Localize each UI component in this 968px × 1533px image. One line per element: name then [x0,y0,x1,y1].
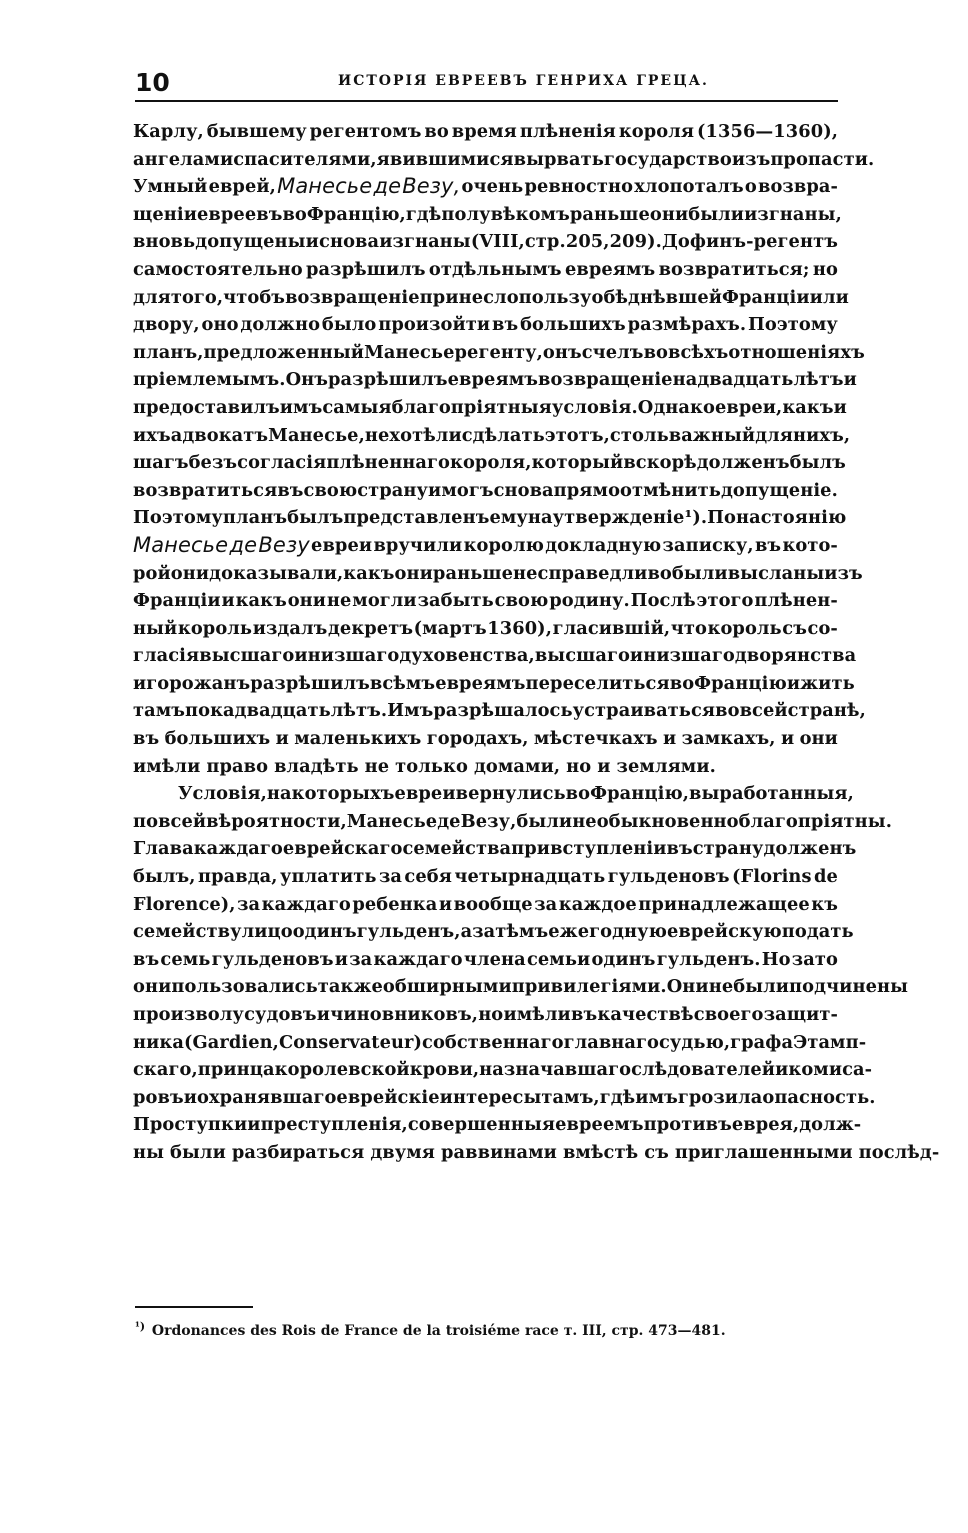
text-line: гласія высшаго и низшаго духовенства, высшаго и низшаго дворянства [133,645,857,667]
text-line: и горожанъ разрѣшилъ всѣмъ евреямъ переселиться во Францію и жить [133,672,855,694]
text-line: семейству лицо одинъ гульденъ, а затѣмъ ежегодную еврейскую подать [133,921,854,943]
text-line: въ большихъ и маленькихъ городахъ, мѣстечкахъ и замкахъ, и они [133,728,838,750]
text-line: Глава каждаго еврейскаго семейства при вступленіи въ страну долженъ [133,838,857,860]
text-line: Проступки и преступленія, совершенныя евреемъ противъ еврея, долж- [133,1114,862,1136]
text-line: Манесье де Везу евреи вручили королю докладную записку, въ кото- [133,532,838,557]
running-title: ИСТОРІЯ ЕВРЕЕВЪ ГЕНРИХА ГРЕЦА. [338,73,709,89]
text-line: шагъ безъ согласія плѣненнаго короля, который вскорѣ долженъ былъ [133,452,846,474]
text-line: Florence), за каждаго ребенка и вообще за каждое принадлежащее къ [133,893,838,915]
text-line: самостоятельно разрѣшилъ отдѣльнымъ евреямъ возвратиться; но [133,258,838,280]
text-line: ны были разбираться двумя раввинами вмѣстѣ съ приглашенными послѣд- [133,1141,940,1163]
footnote [135,1320,840,1339]
text-line: скаго, принца королевской крови, назначавшаго слѣдователей и комиса- [133,1059,873,1081]
text-line: Умный еврей, Манесье де Везу, очень ревностно хлопоталъ о возвра- [133,174,838,199]
text-line: ангелами спасителями, явившимися вырвать государство изъ пропасти. [133,148,875,170]
text-line: ровъ и охранявшаго еврейскіе интересы тамъ, гдѣ имъ грозила опасность. [133,1086,876,1108]
page-header [133,60,838,96]
text-line: произволу судовъ и чиновниковъ, но имѣли въ качествѣ своего защит- [133,1004,838,1025]
text-line: въ семь гульденовъ и за каждаго члена семьи одинъ гульденъ. Но зато [133,948,838,970]
text-line: предоставилъ имъ самыя благопріятныя условія. Однако евреи, какъ и [133,396,847,418]
text-line: ихъ адвокатъ Манесье, не хотѣли сдѣлать этотъ, столь важный для нихъ, [133,424,851,446]
text-line: ника (Gardien, Conservateur) собственнаго главнаго судью, графа Этамп- [133,1031,867,1053]
header-rule [135,100,838,102]
text-line: двору, оно должно было произойти въ большихъ размѣрахъ. Поэтому [133,314,838,336]
text-line: тамъ пока двадцать лѣтъ. Имъ разрѣшалось устраиваться во всей странѣ, [133,700,866,722]
text-line: возвратиться въ свою страну и могъ снова прямо отмѣнить допущеніе. [133,479,838,501]
book-page [133,60,940,1339]
footnote-text: Ordonances des Rois de France de la troisiéme race т. III, стр. 473—481. [151,1323,726,1339]
text-line: имѣли право владѣть не только домами, но и землями. [133,755,716,777]
text-line: щеніи евреевъ во Францію, гдѣ полувѣкомъ раньше они были изгнаны, [133,203,842,225]
body-text [133,118,940,1167]
text-line: Условія, на которыхъ евреи вернулись во Францію, выработанныя, [178,783,854,805]
text-line: Карлу, бывшему регентомъ во время плѣненія короля (1356—1360), [133,121,838,142]
text-line: они пользовались также обширными привилегіями. Они не были подчинены [133,976,909,998]
text-line: по всей вѣроятности, Манесье де Везу, были необыкновенно благопріятны. [133,810,893,832]
footnote-mark: ¹) [135,1320,146,1333]
text-line: для того, чтобъ возвращеніе принесло пользу обѣднѣвшей Франціи или [133,286,849,308]
page-number: 10 [135,68,170,97]
text-line: Поэтому планъ былъ представленъ ему на утвержденіе ¹). По настоянію [133,507,847,529]
text-line: былъ, правда, уплатить за себя четырнадцать гульденовъ (Florins de [133,866,838,888]
text-line: вновь допущены и снова изгнаны (VIII, стр. 205, 209). Дофинъ-регентъ [133,231,838,253]
text-line: пріемлемымъ. Онъ разрѣшилъ евреямъ возвращеніе на двадцать лѣтъ и [133,369,857,391]
footnote-rule [135,1306,253,1308]
text-line: Франціи и какъ они не могли забыть свою родину. Послѣ этого плѣнен- [133,590,838,612]
text-line: ный король издалъ декретъ (мартъ 1360), гласившій, что король съ со- [133,617,838,639]
text-line: планъ, предложенный Манесье регенту, онъ счелъ во всѣхъ отношеніяхъ [133,341,865,363]
text-line: рой они доказывали, какъ они раньше несправедливо были высланы изъ [133,562,863,584]
